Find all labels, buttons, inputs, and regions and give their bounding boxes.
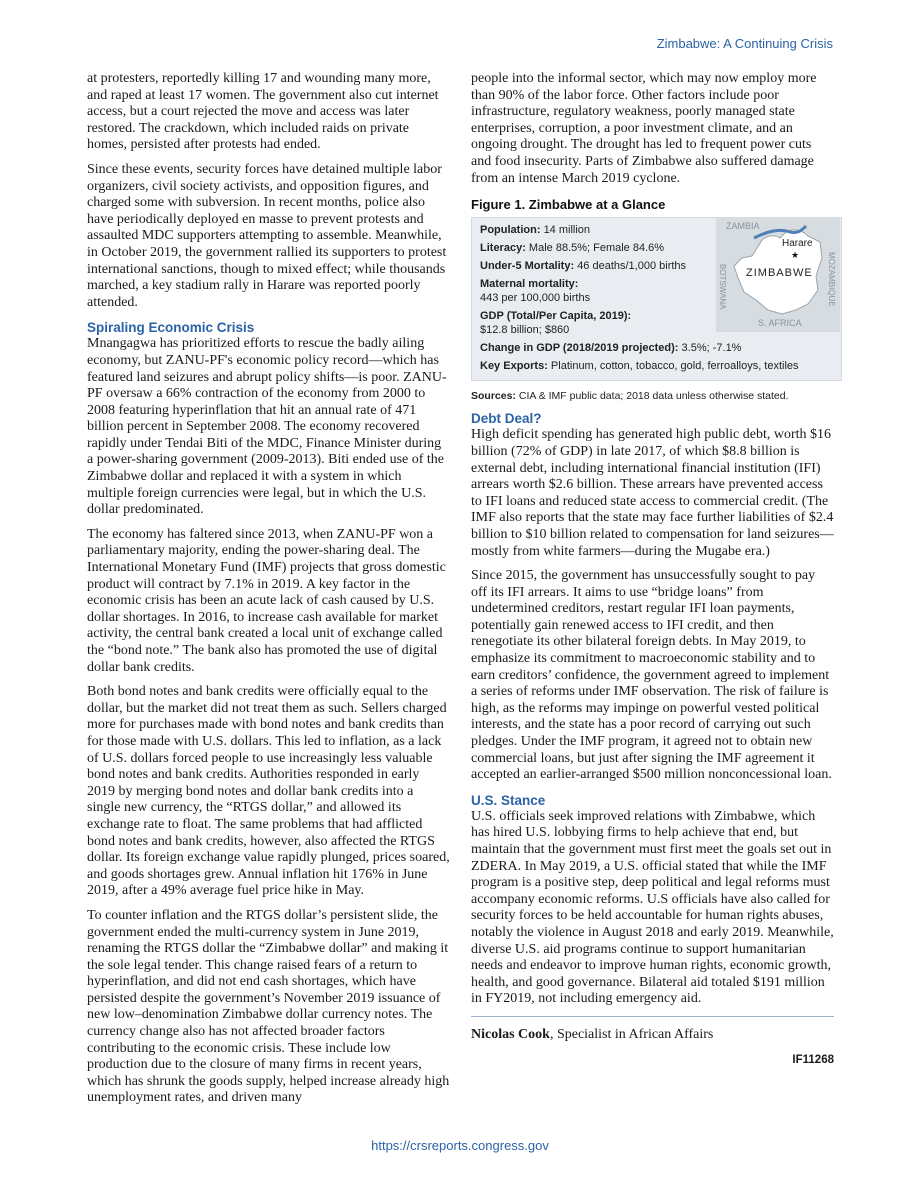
label-mozambique: MOZAMBIQUE: [827, 251, 836, 307]
figure-sources: Sources: CIA & IMF public data; 2018 data unless otherwise stated.: [471, 389, 789, 402]
fact-under5-mortality: Under-5 Mortality: 46 deaths/1,000 births: [480, 259, 687, 272]
footer-url-link[interactable]: https://crsreports.congress.gov: [371, 1138, 549, 1153]
section-heading-us-stance: U.S. Stance: [471, 792, 546, 808]
label-harare: Harare: [782, 237, 813, 249]
label-south-africa: S. AFRICA: [758, 317, 802, 328]
label-zimbabwe: ZIMBABWE: [746, 266, 813, 279]
running-header-title: Zimbabwe: A Continuing Crisis: [656, 36, 833, 51]
paragraph: The economy has faltered since 2013, when ZANU-PF won a parliamentary majority, ending the power-sharing deal. The International Monetary Fund (IMF) projects that gross domestic product will contract by 7.1% in 2019. A key factor in the economic crisis has been an acute lack of cash caused by U.S. dollar shortages. In 2016, to increase cash available for market activity, the central bank created a local unit of exchange called the “bond note.” The bank also has promoted the use of digital dollar bank credits.: [87, 526, 446, 675]
fact-literacy: Literacy: Male 88.5%; Female 84.6%: [480, 241, 665, 254]
label-botswana: BOTSWANA: [718, 263, 727, 310]
fact-gdp-change: Change in GDP (2018/2019 projected): 3.5%; -7.1%: [480, 341, 742, 354]
paragraph: Both bond notes and bank credits were officially equal to the dollar, but the market did not treat them as such. Sellers charged more for purchases made with bond notes and bank credits than for those made with U.S. dollars. This led to inflation, as a lack of U.S. dollars forced people to use increasingly less valuable bond notes and bank credits. Authorities responded in early 2019 by merging bond notes and dollar bank credits into a single new currency, the “RTGS dollar,” and allowed its exchange rate to float. The same problems that had afflicted bond notes and bank credits, however, also affected the RTGS dollar. Its foreign exchange value rapidly plunged, prices soared, and goods shortages grew. Annual inflation hit 176% in June 2019, after a 49% average fuel price hike in May.: [87, 684, 450, 899]
report-id: IF11268: [792, 1053, 834, 1066]
paragraph: people into the informal sector, which may now employ more than 90% of the labor force. Other factors include poor infrastructure, regulatory weakness, poorly managed state enterprises, corruption, a poor investment climate, and an ongoing drought. The drought has led to frequent power cuts and food insecurity. Parts of Zimbabwe also suffered damage from an intense March 2019 cyclone.: [471, 71, 817, 186]
paragraph: To counter inflation and the RTGS dollar’s persistent slide, the government ended the multi-currency system in June 2019, renaming the RTGS dollar the “Zimbabwe dollar” and making it the sole legal tender. This change raised fears of a return to hyperinflation, and did not end cash shortages, which have persisted despite the government’s November 2019 issuance of new low–denomination Zimbabwe dollar currency notes. The currency change also has not affected broader factors contributing to the economic crisis. These include low production due to the closure of many firms in recent years, which has shrunk the goods supply, helped increase already high unemployment rates, and driven many: [87, 907, 450, 1106]
star-icon: ★: [791, 250, 800, 261]
fact-key-exports: Key Exports: Platinum, cotton, tobacco, gold, ferroalloys, textiles: [480, 359, 799, 372]
figure-title: Figure 1. Zimbabwe at a Glance: [471, 197, 666, 213]
section-heading-economic-crisis: Spiraling Economic Crisis: [87, 320, 255, 336]
author-name: Nicolas Cook: [471, 1026, 550, 1042]
paragraph: Since 2015, the government has unsuccessfully sought to pay off its IFI arrears. It aims to use “bridge loans” from undetermined creditors, restart regular IFI loan payments, potentially gain renewed access to IFI credit, and then renegotiate its other bilateral foreign debts. In May 2019, to emphasize its commitment to macroeconomic stability and to earn creditors’ confidence, the government agreed to implement a series of reforms under IMF observation. The risk of failure is high, as the reforms may impinge on powerful vested political interests, and the state has a poor record of carrying out such pledges. Under the IMF program, it agreed not to obtain new commercial loans, but just after signing the IMF agreement it accepted an earlier-arranged $500 million nonconcessional loan.: [471, 568, 832, 783]
fact-list: [480, 220, 840, 377]
fact-maternal-mortality: Maternal mortality: 443 per 100,000 births: [480, 277, 591, 304]
fact-population: Population: 14 million: [480, 223, 591, 236]
right-column: [471, 71, 834, 1068]
author-credit: [471, 1027, 834, 1044]
section-heading-debt-deal: Debt Deal?: [471, 411, 542, 427]
author-divider: [471, 1016, 834, 1017]
author-title: , Specialist in African Affairs: [549, 1026, 714, 1042]
fact-gdp: GDP (Total/Per Capita, 2019): $12.8 billion; $860: [480, 309, 632, 336]
paragraph: U.S. officials seek improved relations with Zimbabwe, which has hired U.S. lobbying firms to help achieve that end, but maintain that the government must first meet the goals set out in ZDERA. In May 2019, a U.S. official stated that while the IMF program is a positive step, deep political and legal reforms must accompany economic reforms. U.S officials have also called for security forces to be held accountable for human rights abuses, notably the violence in August 2018 and early 2019. Meanwhile, diverse U.S. aid programs continue to support humanitarian needs and endeavor to improve human rights, economic growth, health, and good governance. Bilateral aid totaled $191 million in FY2019, not including emergency aid.: [471, 808, 834, 1007]
paragraph: Since these events, security forces have detained multiple labor organizers, civil society activists, and opposition figures, and charged some with subversion. In recent months, police also have periodically deployed en masse to prevent protests and assaulted MDC supporters attempting to assemble. Meanwhile, in October 2019, the government rallied its supporters to protest international sanctions, though to mixed effect; while thousands marched, a key stadium rally in Harare was reported poorly attended.: [87, 161, 447, 310]
figure-at-a-glance: [471, 217, 842, 381]
paragraph: Mnangagwa has prioritized efforts to rescue the badly ailing economy, but ZANU-PF's economic policy record—which has featured land seizures and abrupt policy shifts—is poor. ZANU-PF oversaw a 66% contraction of the economy from 2000 to 2008 featuring hyperinflation that hit an annual rate of 471 billion percent in September 2008. The economy recovered rapidly under Tendai Biti of the MDC, Finance Minister during a power-sharing government (2009-2013). Biti ended use of the Zimbabwe dollar and replaced it with a system in which multiple foreign currencies were legal, but in which the U.S. dollar predominated.: [87, 336, 447, 518]
paragraph: High deficit spending has generated high public debt, worth $16 billion (72% of GDP) in late 2017, of which $8.8 billion is external debt, including international financial institution (IFI) arrears worth $2.6 billion. These arrears have prevented access to IFI loans and reduced state access to commercial credit. (The IMF also reports that the state may face further liabilities of $2.4 billion to $10 billion related to compensation for land seizures—mostly from white farmers—during the Mugabe era.): [471, 427, 834, 559]
left-column: [87, 71, 450, 1115]
paragraph: at protesters, reportedly killing 17 and wounding many more, and raped at least 17 women. The government also cut internet access, but a court rejected the move and access was later restored. The crackdown, which included raids on private homes, persisted after protests had ended.: [87, 71, 439, 153]
label-zambia: ZAMBIA: [726, 220, 760, 231]
